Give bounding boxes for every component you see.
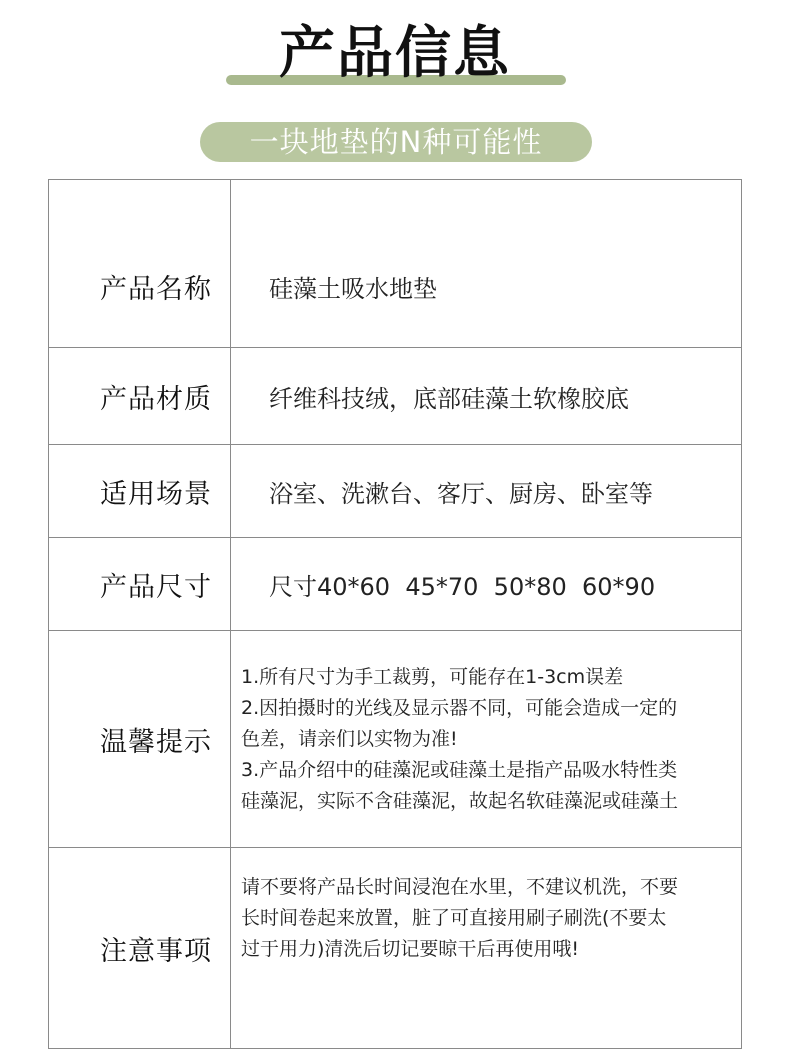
- notice-line: 过于用力)清洗后切记要晾干后再使用哦!: [241, 938, 580, 960]
- tips-line: 色差，请亲们以实物为准!: [241, 727, 458, 750]
- material-label: 产品材质: [49, 348, 231, 445]
- product-name-label: 产品名称: [49, 180, 231, 348]
- tips-content: [231, 631, 742, 848]
- tips-line: 硅藻泥，实际不含硅藻泥，故起名软硅藻泥或硅藻土: [241, 789, 679, 812]
- notice-line: 请不要将产品长时间浸泡在水里，不建议机洗，不要: [241, 876, 679, 898]
- table-row-material: [49, 348, 742, 445]
- size-value: [231, 538, 742, 631]
- page-header: [0, 0, 790, 100]
- table-row-tips: [49, 631, 742, 848]
- tips-label: 温馨提示: [49, 631, 231, 848]
- page-title: 产品信息: [279, 21, 511, 86]
- table-row-size: [49, 538, 742, 631]
- table-row-notice: [49, 848, 742, 1049]
- subtitle-banner: 一块地垫的N种可能性: [200, 122, 592, 162]
- notice-line: 长时间卷起来放置，脏了可直接用刷子刷洗(不要太: [241, 907, 667, 929]
- material-value: 纤维科技绒，底部硅藻土软橡胶底: [231, 348, 742, 445]
- product-info-table: [48, 179, 742, 1049]
- tips-line: 3.产品介绍中的硅藻泥或硅藻土是指产品吸水特性类: [241, 758, 678, 781]
- scene-value: 浴室、洗漱台、客厅、厨房、卧室等: [231, 445, 742, 538]
- notice-content: [231, 848, 742, 1049]
- product-name-value: 硅藻土吸水地垫: [231, 180, 742, 348]
- tips-line: 2.因拍摄时的光线及显示器不同，可能会造成一定的: [241, 696, 678, 719]
- tips-line: 1.所有尺寸为手工裁剪，可能存在1-3cm误差: [241, 665, 624, 688]
- notice-label: 注意事项: [49, 848, 231, 1049]
- size-value-text: 尺寸40*60 45*70 50*80 60*90: [269, 572, 656, 601]
- scene-label: 适用场景: [49, 445, 231, 538]
- table-row-scene: [49, 445, 742, 538]
- table-row-product-name: [49, 180, 742, 348]
- size-label: 产品尺寸: [49, 538, 231, 631]
